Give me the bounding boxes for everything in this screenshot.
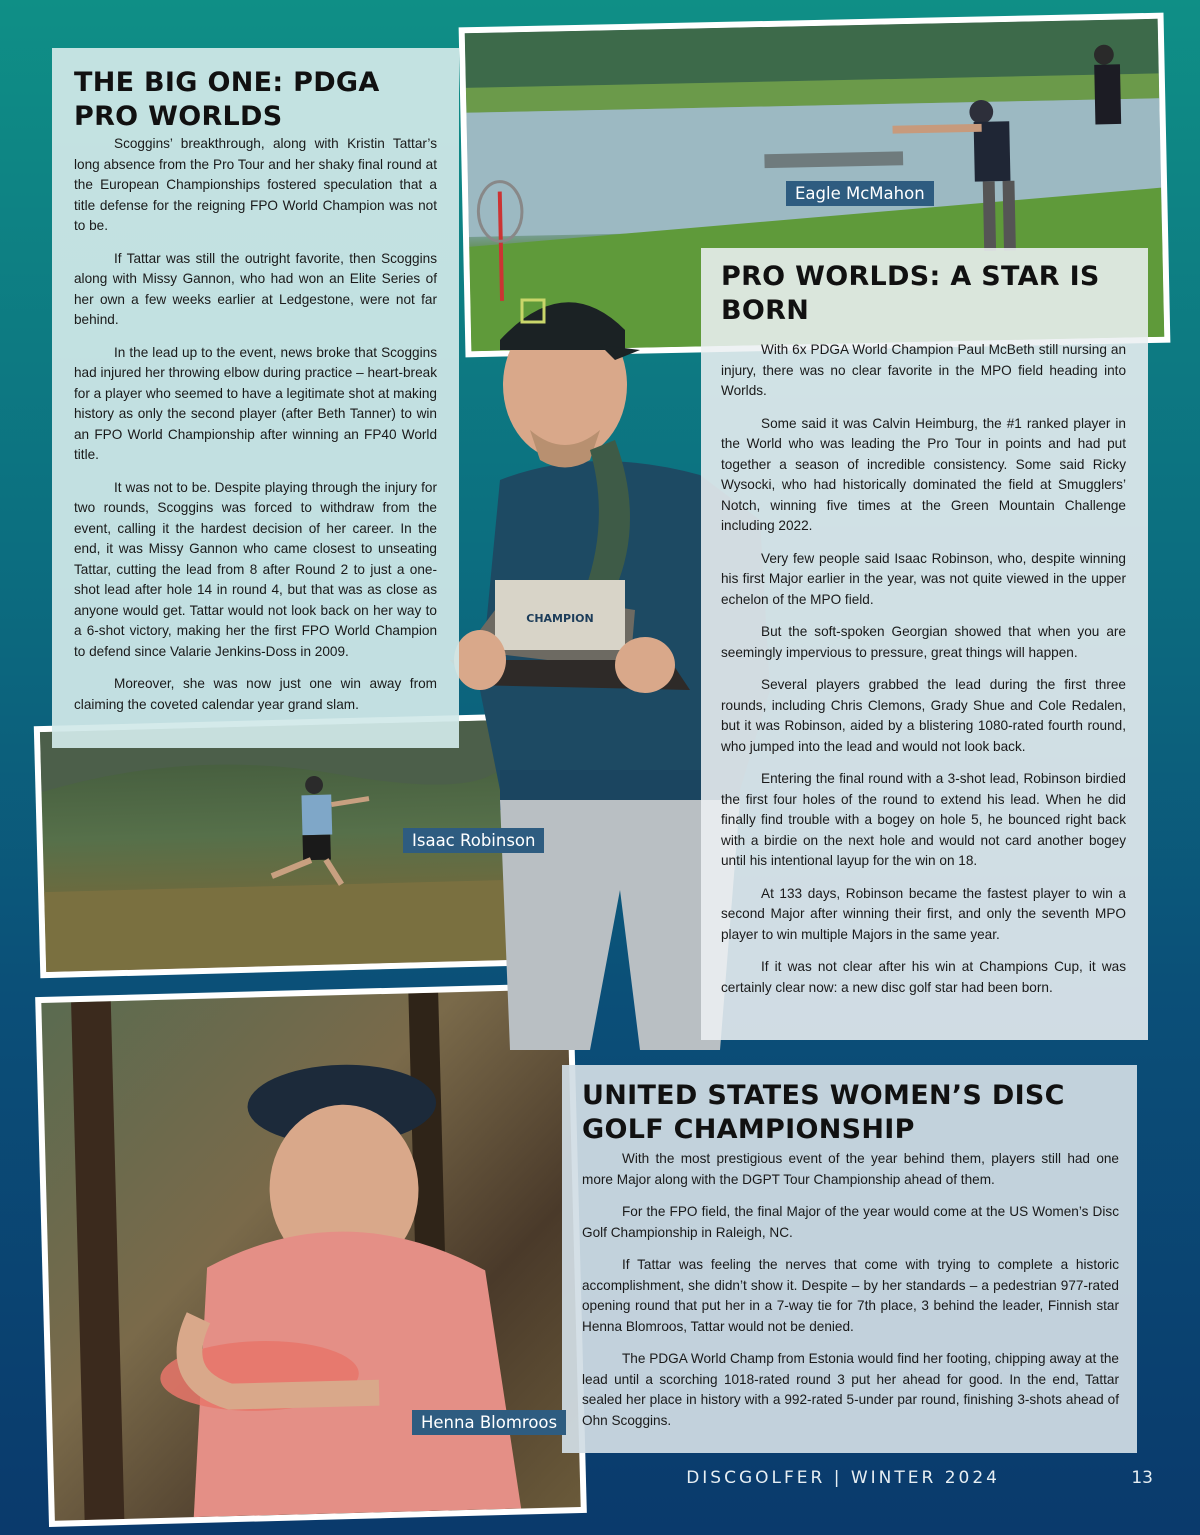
panel-big-one-title: THE BIG ONE: PDGA PRO WORLDS <box>74 67 380 132</box>
page-number: 13 <box>1131 1468 1153 1488</box>
paragraph: Moreover, she was now just one win away from claiming the coveted calendar year grand slam. <box>74 676 437 712</box>
paragraph: With 6x PDGA World Champion Paul McBeth still nursing an injury, there was no clear favorite in the MPO field heading into Worlds. <box>721 342 1126 398</box>
trophy-plaque-text: CHAMPION <box>526 612 594 625</box>
panel-uswdgc <box>562 1065 1137 1453</box>
caption-henna: Henna Blomroos <box>412 1410 566 1435</box>
paragraph: But the soft-spoken Georgian showed that when you are seemingly impervious to pressure, great things will happen. <box>721 624 1126 660</box>
paragraph: If Tattar was feeling the nerves that come with trying to complete a historic accomplishment, she didn’t show it. Despite – by her standards – a pedestrian 977-rated opening round that put her in a 7-way tie for 7th place, 3 behind the leader, Finnish star Henna Blomroos, Tattar would not be denied. <box>582 1257 1119 1334</box>
magazine-footer: DISCGOLFER | WINTER 2024 <box>686 1468 1000 1488</box>
paragraph: Scoggins’ breakthrough, along with Kristin Tattar’s long absence from the Pro Tour and her shaky final round at the European Championships fostered speculation that a title defense for the reigning FPO World Champion was not to be. <box>74 136 437 233</box>
paragraph: Very few people said Isaac Robinson, who, despite winning his first Major earlier in the year, was not quite viewed in the upper echelon of the MPO field. <box>721 550 1126 607</box>
panel-uswdgc-title: UNITED STATES WOMEN’S DISC GOLF CHAMPIONSHIP <box>582 1080 1065 1145</box>
paragraph: At 133 days, Robinson became the fastest player to win a second Major after winning their first, and only the seventh MPO player to win multiple Majors in the same year. <box>721 885 1126 942</box>
paragraph: Several players grabbed the lead during the first three rounds, including Chris Clemons, Grady Shue and Cole Redalen, but it was Robinson, aided by a blistering 1080-rated fourth round, who jumped into the lead and would not look back. <box>721 677 1126 754</box>
paragraph: With the most prestigious event of the year behind them, players still had one more Major along with the DGPT Tour Championship ahead of them. <box>582 1151 1119 1187</box>
panel-big-one <box>52 48 459 748</box>
paragraph: Some said it was Calvin Heimburg, the #1 ranked player in the World who was leading the Pro Tour in points and had put together a season of incredible consistency. Some said Ricky Wysocki, who had historically dominated the field at Smugglers’ Notch, winning five times at the Green Mountain Challenge including 2022. <box>721 415 1126 533</box>
caption-eagle: Eagle McMahon <box>786 181 934 206</box>
panel-star-born-title: PRO WORLDS: A STAR IS BORN <box>721 261 1100 326</box>
panel-star-born <box>701 248 1148 1040</box>
paragraph: Entering the final round with a 3-shot lead, Robinson birdied the first four holes of the round to extend his lead. When he did finally find trouble with a bogey on hole 5, he bounced right back with a birdie on the next hole and would not card another bogey until his intentional layup for the win on 18. <box>721 771 1126 868</box>
paragraph: If it was not clear after his win at Champions Cup, it was certainly clear now: a new disc golf star had been born. <box>721 959 1126 995</box>
paragraph: The PDGA World Champ from Estonia would find her footing, chipping away at the lead until a scorching 1018-rated round 3 put her ahead for good. In the end, Tattar sealed her place in history with a 992-rated 5-under par round, finishing 3-shots ahead of Ohn Scoggins. <box>582 1351 1119 1428</box>
caption-isaac: Isaac Robinson <box>403 828 544 853</box>
panel-big-one-body <box>74 134 437 715</box>
paragraph: If Tattar was still the outright favorite, then Scoggins along with Missy Gannon, who had won an Elite Series of her own a few weeks earlier at Ledgestone, were not far behind. <box>74 250 437 327</box>
paragraph: It was not to be. Despite playing through the injury for two rounds, Scoggins was forced to withdraw from the event, calling it the hardest decision of her career. In the end, it was Missy Gannon who came closest to unseating Tattar, cutting the lead from 8 after Round 2 to just a one-shot lead after hole 14 in round 4, but that was as close as anyone would get. Tattar would not look back on her way to a 6-shot victory, making her the first FPO World Champion to defend since Valarie Jenkins-Doss in 2009. <box>74 479 437 659</box>
panel-star-born-body <box>721 340 1126 998</box>
panel-uswdgc-body <box>582 1149 1119 1431</box>
paragraph: In the lead up to the event, news broke that Scoggins had injured her throwing elbow during practice – heart-break for a player who seemed to have a legitimate shot at making history as only the second player (after Beth Tanner) to win an FPO World Championship after winning an FP40 World title. <box>74 344 437 462</box>
paragraph: For the FPO field, the final Major of the year would come at the US Women’s Disc Golf Championship in Raleigh, NC. <box>582 1204 1119 1240</box>
